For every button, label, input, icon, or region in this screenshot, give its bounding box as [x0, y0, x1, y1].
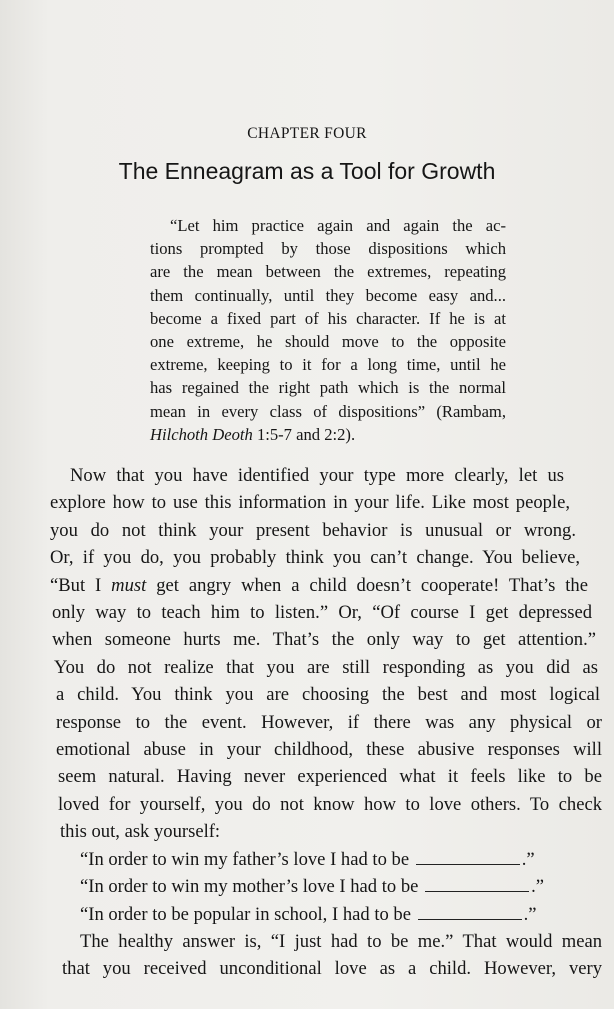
prompt-text: “In order to win my mother’s love I had to be [80, 876, 419, 898]
body-line: this out, ask yourself: [60, 821, 221, 843]
epigraph-line: “Let him practice again and again the ac- [170, 216, 506, 235]
fill-in-prompt [0, 873, 614, 900]
epigraph-line: extreme, keeping to it for a long time, until he [150, 355, 506, 375]
epigraph-line: become a fixed part of his character. If he is at [150, 308, 506, 328]
answer-blank [425, 877, 529, 892]
body-line: that you received unconditional love as a child. However, very [62, 958, 602, 980]
chapter-title: The Enneagram as a Tool for Growth [118, 158, 496, 184]
body-line: you do not think your present behavior is unusual or wrong. [50, 519, 576, 541]
prompt-text: “In order to be popular in school, I had to be [80, 903, 411, 925]
epigraph-source [150, 423, 506, 446]
epigraph-source-title: Hilchoth Deoth [150, 424, 253, 444]
epigraph-line: one extreme, he should move to the opposite [150, 332, 506, 352]
body-line: loved for yourself, you do not know how to love others. To check [58, 793, 602, 815]
epigraph-line: are the mean between the extremes, repeating [150, 262, 506, 282]
chapter-label: CHAPTER FOUR [247, 125, 367, 142]
fill-in-prompt [0, 846, 614, 873]
prompt-end: .” [531, 876, 544, 898]
body-text-run: get angry when a child doesn’t cooperate! That’s the [146, 574, 588, 596]
body-line: seem natural. Having never experienced what it feels like to be [58, 766, 602, 788]
body-line: response to the event. However, if there was any physical or [56, 711, 602, 733]
body-line: You do not realize that you are still responding as you did as [54, 656, 598, 678]
emphasis-must: must [111, 574, 147, 596]
body-text-run: “But I [50, 574, 112, 596]
prompt-end: .” [521, 848, 535, 870]
body-line: only way to teach him to listen.” Or, “Of course I get depressed [52, 602, 592, 624]
answer-blank [418, 905, 522, 920]
body-line: The healthy answer is, “I just had to be me.” That would mean [80, 930, 602, 952]
body-line [0, 572, 614, 599]
answer-blank [416, 850, 520, 865]
epigraph-line: tions prompted by those dispositions which [150, 239, 506, 259]
body-line: a child. You think you are choosing the best and most logical [56, 684, 600, 706]
epigraph-quote [150, 214, 506, 446]
prompt-end: .” [523, 903, 537, 925]
prompt-text: “In order to win my father’s love I had to be [80, 848, 410, 870]
body-paragraph [0, 462, 614, 983]
body-line: explore how to use this information in your life. Like most people, [50, 492, 570, 514]
body-line: when someone hurts me. That’s the only way to get attention.” [52, 629, 596, 651]
fill-in-prompt [0, 901, 614, 928]
epigraph-source-ref: 1:5-7 and 2:2). [256, 424, 356, 444]
epigraph-line: has regained the right path which is the normal [150, 378, 506, 398]
body-line: Now that you have identified your type more clearly, let us [70, 465, 564, 486]
epigraph-line: mean in every class of dispositions” (Rambam, [150, 401, 506, 421]
body-line: emotional abuse in your childhood, these abusive responses will [56, 739, 602, 761]
epigraph-line: them continually, until they become easy and... [150, 285, 506, 305]
body-line: Or, if you do, you probably think you can’t change. You believe, [50, 547, 580, 569]
